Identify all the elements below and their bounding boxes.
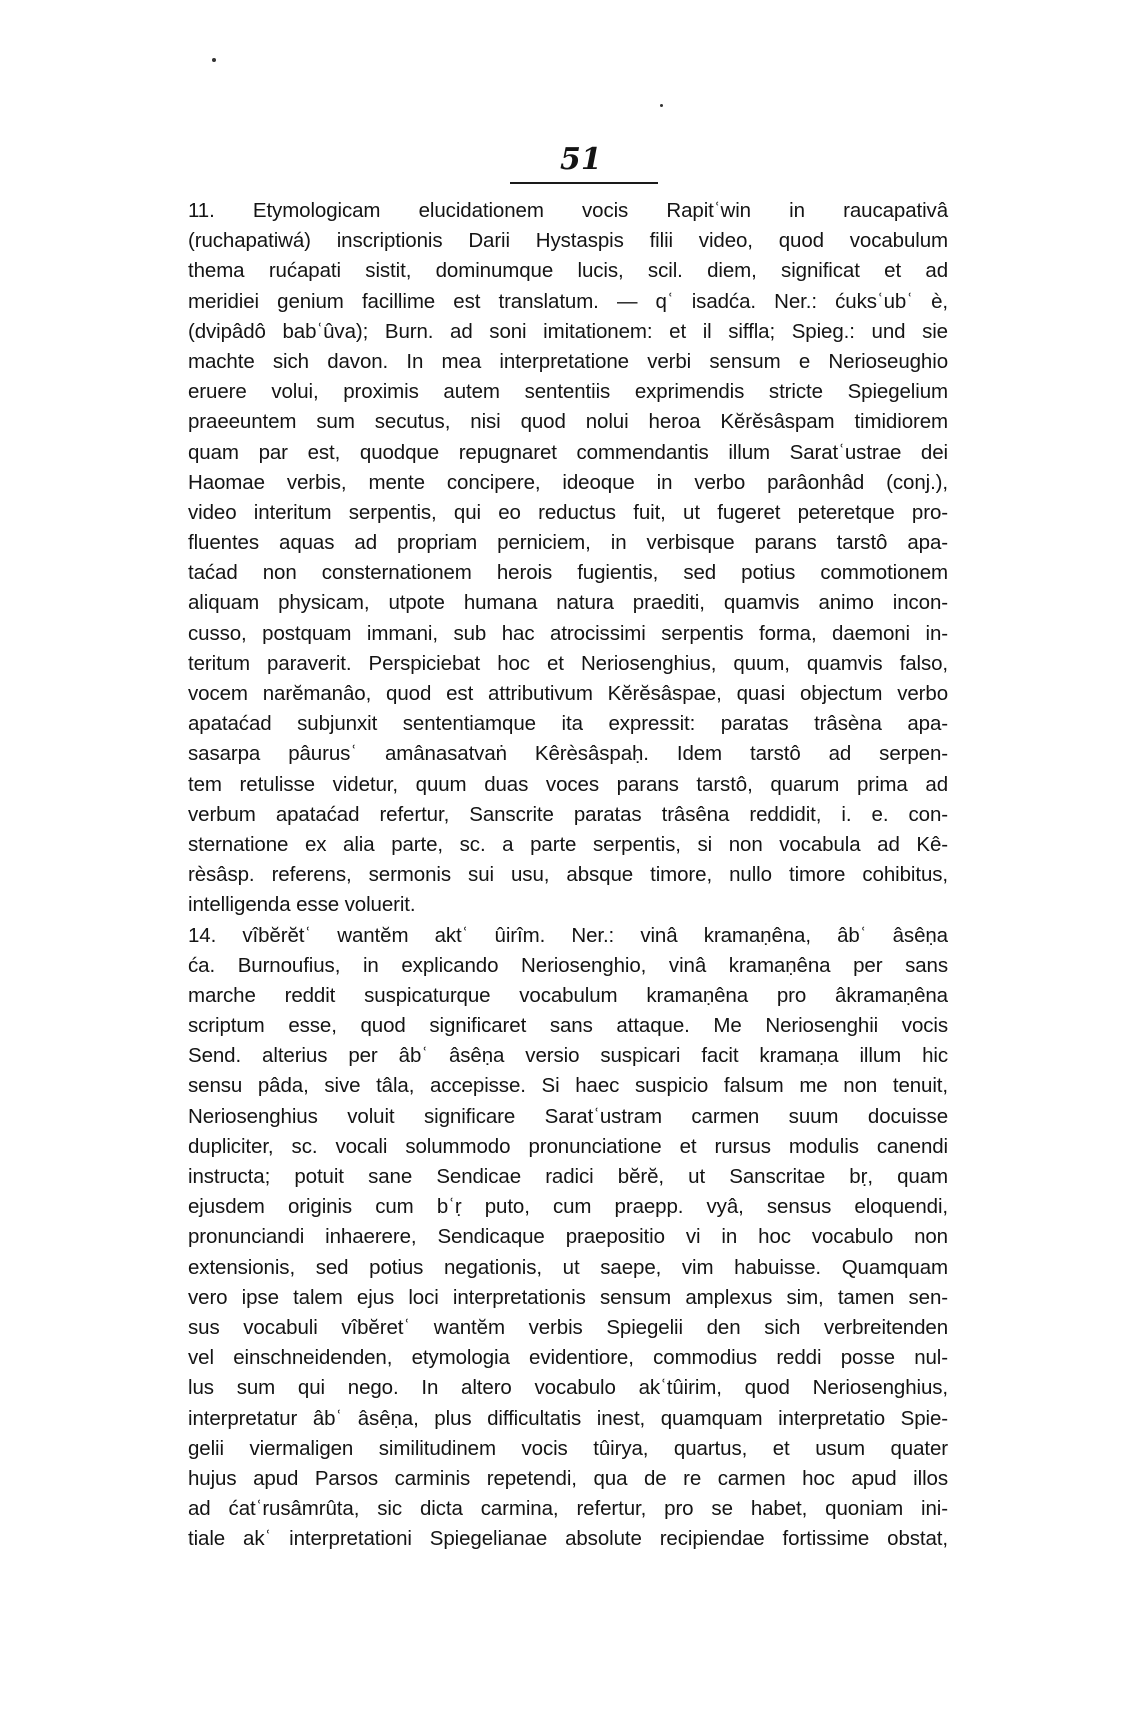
header-rule — [510, 182, 658, 184]
text-line: (dvipâdô babʿûva); Burn. ad soni imitationem: et il siffla; Spieg.: und sie — [188, 319, 948, 343]
text-line: praeeuntem sum secutus, nisi quod nolui heroa Kĕrĕsâspam timidiorem — [188, 410, 948, 434]
text-line: ejusdem originis cum bʿṛ puto, cum praepp. vyâ, sensus eloquendi, — [188, 1195, 948, 1219]
text-line: vel einschneidenden, etymologia evidentiore, commodius reddi posse nul- — [188, 1346, 948, 1370]
body-text — [188, 196, 948, 1554]
text-line: intelligenda esse voluerit. — [188, 893, 416, 917]
text-line: teritum paraverit. Perspiciebat hoc et Neriosenghius, quum, quamvis falso, — [188, 651, 948, 675]
text-line: 14. vîbĕrĕtʿ wantĕm aktʿ ûirîm. Ner.: vinâ kramaṇêna, âbʿ âsêṇa — [188, 923, 948, 947]
text-line: fluentes aquas ad propriam perniciem, in verbisque parans tarstô apa- — [188, 531, 948, 555]
text-line: hujus apud Parsos carminis repetendi, qua de re carmen hoc apud illos — [188, 1466, 948, 1490]
text-line: Neriosenghius voluit significare Saratʿustram carmen suum docuisse — [188, 1104, 948, 1128]
text-line: apataćad subjunxit sententiamque ita expressit: paratas trâsèna apa- — [188, 712, 948, 736]
text-line: (ruchapatiwá) inscriptionis Darii Hystaspis filii video, quod vocabulum — [188, 229, 948, 253]
text-line: scriptum esse, quod significaret sans attaque. Me Neriosenghii vocis — [188, 1014, 948, 1038]
text-line: sasarpa pâurusʿ amânasatvaṅ Kêrèsâspaḥ. Idem tarstô ad serpen- — [188, 742, 948, 766]
margin-speck — [660, 104, 663, 107]
text-line: lus sum qui nego. In altero vocabulo akʿtûirim, quod Neriosenghius, — [188, 1376, 948, 1400]
margin-speck — [212, 58, 216, 62]
text-line: rèsâsp. referens, sermonis sui usu, absque timore, nullo timore cohibitus, — [188, 863, 948, 887]
text-line: marche reddit suspicaturque vocabulum kramaṇêna pro âkramaṇêna — [188, 983, 948, 1007]
text-line: dupliciter, sc. vocali solummodo pronunciatione et rursus modulis canendi — [188, 1134, 948, 1158]
text-line: 11. Etymologicam elucidationem vocis Rapitʿwin in raucapativâ — [188, 199, 948, 222]
text-line: pronunciandi inhaerere, Sendicaque praepositio vi in hoc vocabulo non — [188, 1225, 948, 1249]
text-line: instructa; potuit sane Sendicae radici bĕrĕ, ut Sanscritae bṛ, quam — [188, 1165, 948, 1188]
text-line: tem retulisse videtur, quum duas voces parans tarstô, quarum prima ad — [188, 772, 948, 796]
text-line: taćad non consternationem herois fugientis, sed potius commotionem — [188, 561, 948, 585]
page-number: 51 — [560, 142, 602, 177]
text-line: meridiei genium facillime est translatum. — qʿ isadća. Ner.: ćuksʿubʿ è, — [188, 289, 948, 313]
text-line: ća. Burnoufius, in explicando Neriosenghio, vinâ kramaṇêna per sans — [188, 953, 948, 977]
text-line: quam par est, quodque repugnaret commendantis illum Saratʿustrae dei — [188, 440, 948, 464]
text-line: aliquam physicam, utpote humana natura praediti, quamvis animo incon- — [188, 591, 948, 615]
text-line: Haomae verbis, mente concipere, ideoque in verbo parâonhâd (conj.), — [188, 470, 948, 494]
text-line: sus vocabuli vîbĕretʿ wantĕm verbis Spiegelii den sich verbreitenden — [188, 1315, 948, 1339]
text-line: eruere volui, proximis autem sententiis exprimendis stricte Spiegelium — [188, 380, 948, 404]
text-line: gelii viermaligen similitudinem vocis tûirya, quartus, et usum quater — [188, 1436, 948, 1460]
text-line: sternatione ex alia parte, sc. a parte serpentis, si non vocabula ad Kê- — [188, 832, 948, 856]
text-line: Send. alterius per âbʿ âsêṇa versio suspicari facit kramaṇa illum hic — [188, 1044, 948, 1068]
text-line: verbum apataćad refertur, Sanscrite paratas trâsêna reddidit, i. e. con- — [188, 802, 948, 826]
text-line: extensionis, sed potius negationis, ut saepe, vim habuisse. Quamquam — [188, 1255, 948, 1279]
text-line: tiale akʿ interpretationi Spiegelianae absolute recipiendae fortissime obstat, — [188, 1527, 948, 1551]
text-line: interpretatur âbʿ âsêṇa, plus difficultatis inest, quamquam interpretatio Spie- — [188, 1406, 948, 1430]
text-line: thema rućapati sistit, dominumque lucis, scil. diem, significat et ad — [188, 259, 948, 283]
text-line: machte sich davon. In mea interpretatione verbi sensum e Nerioseughio — [188, 349, 948, 373]
text-line: vocem narĕmanâo, quod est attributivum Kĕrĕsâspae, quasi objectum verbo — [188, 682, 948, 705]
text-line: video interitum serpentis, qui eo reductus fuit, ut fugeret peteretque pro- — [188, 500, 948, 524]
text-line: ad ćatʿrusâmrûta, sic dicta carmina, refertur, pro se habet, quoniam ini- — [188, 1497, 948, 1521]
text-line: sensu pâda, sive tâla, accepisse. Si haec suspicio falsum me non tenuit, — [188, 1074, 948, 1098]
text-line: vero ipse talem ejus loci interpretationis sensum amplexus sim, tamen sen- — [188, 1285, 948, 1309]
text-line: cusso, postquam immani, sub hac atrocissimi serpentis forma, daemoni in- — [188, 621, 948, 645]
